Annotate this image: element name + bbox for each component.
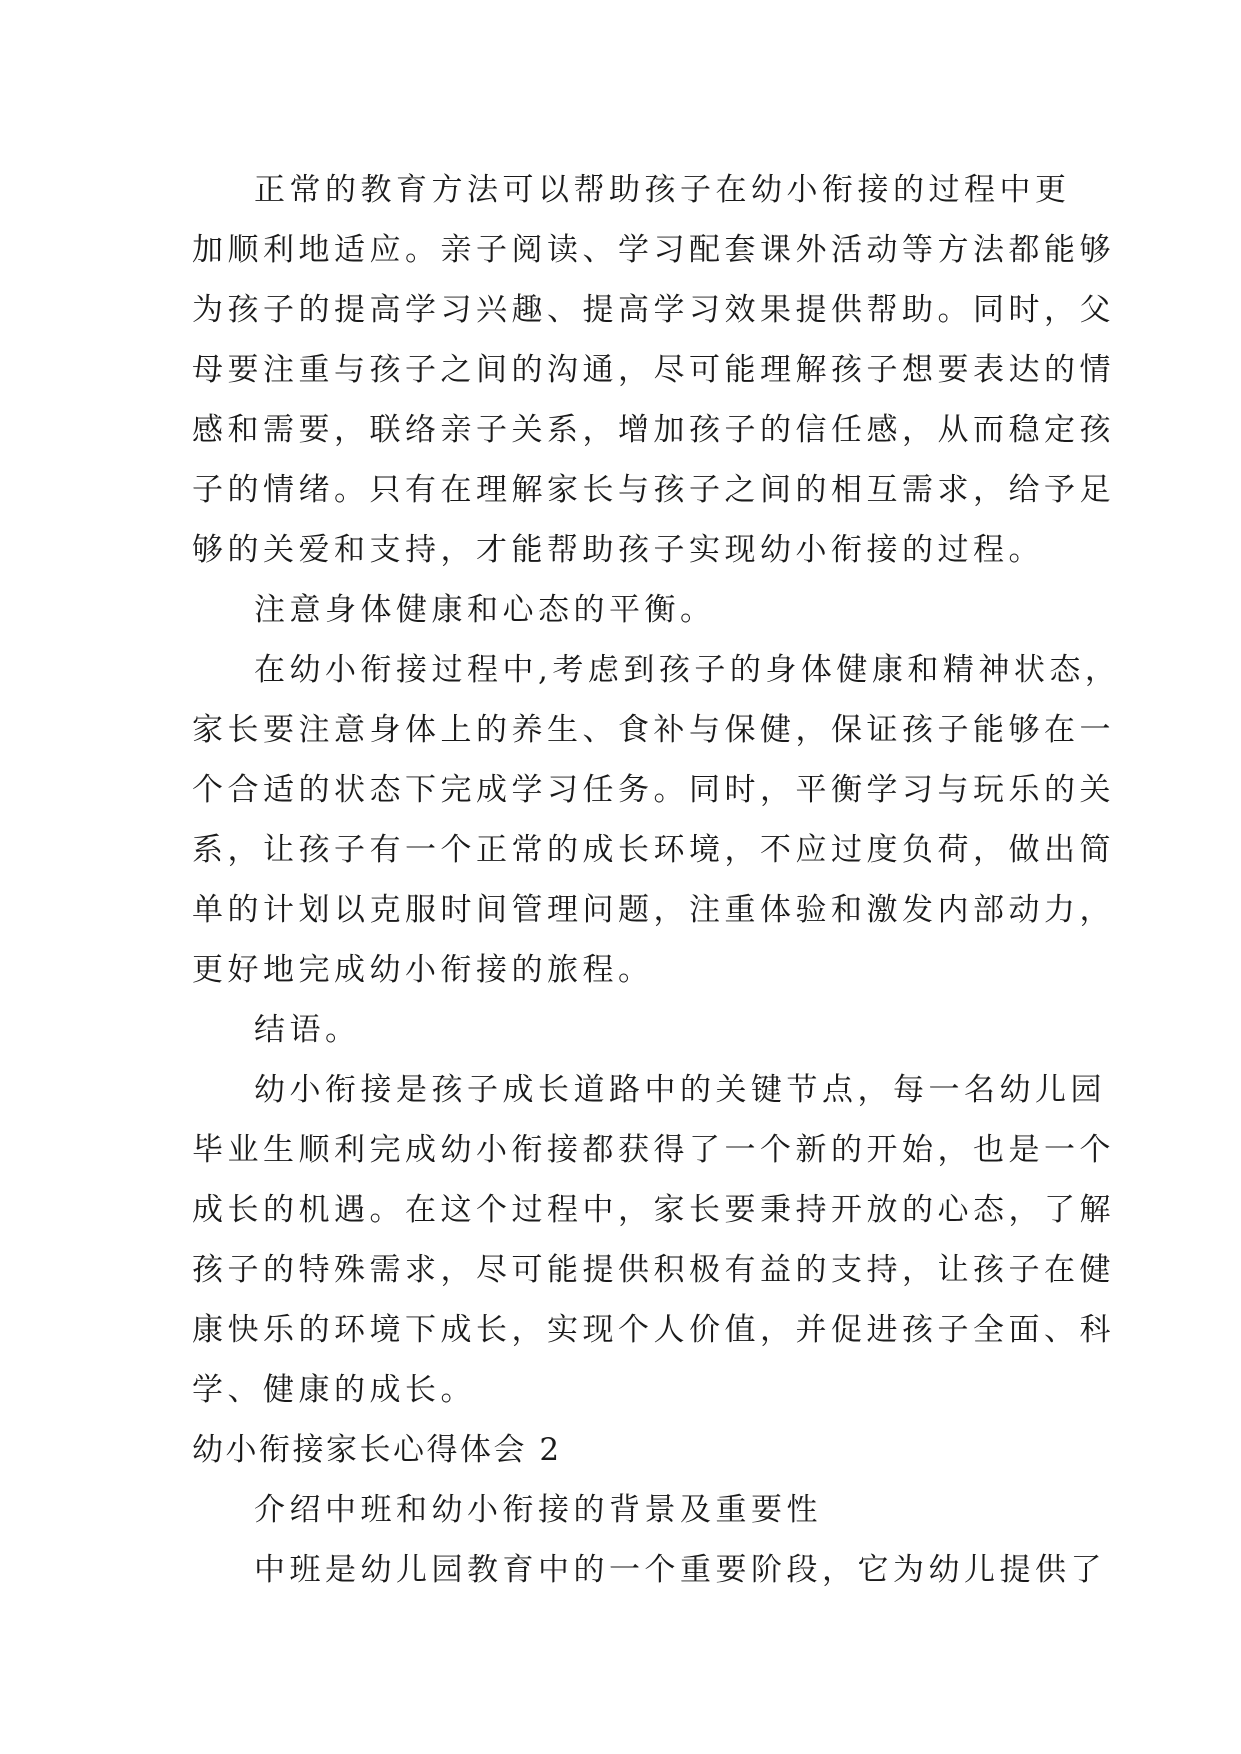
subheading-background [192, 1480, 1054, 1540]
text-line: 子的情绪。只有在理解家长与孩子之间的相互需求，给予足 [192, 472, 1115, 508]
text-line: 系，让孩子有一个正常的成长环境，不应过度负荷，做出简 [192, 832, 1115, 868]
paragraph-health [192, 640, 1121, 1000]
text-line: 家长要注意身体上的养生、食补与保健，保证孩子能够在一 [192, 712, 1115, 748]
text-line: 更好地完成幼小衔接的旅程。 [192, 952, 654, 988]
paragraph-conclusion [192, 1060, 1115, 1420]
paragraph-background [192, 1540, 1106, 1600]
text-line: 单的计划以克服时间管理问题，注重体验和激发内部动力， [192, 892, 1115, 928]
text-line: 感和需要，联络亲子关系，增加孩子的信任感，从而稳定孩 [192, 412, 1115, 448]
section-title [192, 1420, 1054, 1480]
text-line: 够的关爱和支持，才能帮助孩子实现幼小衔接的过程。 [192, 532, 1044, 568]
text-line: 毕业生顺利完成幼小衔接都获得了一个新的开始，也是一个 [192, 1132, 1115, 1168]
document-body [192, 160, 1121, 1600]
text-line: 母要注重与孩子之间的沟通，尽可能理解孩子想要表达的情 [192, 352, 1115, 388]
text-line: 孩子的特殊需求，尽可能提供积极有益的支持，让孩子在健 [192, 1252, 1115, 1288]
subheading-health-balance [192, 580, 1054, 640]
subheading-conclusion [192, 1000, 1054, 1060]
section-heading-line: 幼小衔接家长心得体会 2 [192, 1432, 562, 1468]
text-line: 加顺利地适应。亲子阅读、学习配套课外活动等方法都能够 [192, 232, 1115, 268]
text-line: 在幼小衔接过程中,考虑到孩子的身体健康和精神状态， [254, 652, 1121, 688]
paragraph-education-methods [192, 160, 1115, 580]
text-line: 幼小衔接是孩子成长道路中的关键节点，每一名幼儿园 [254, 1072, 1106, 1108]
text-line: 注意身体健康和心态的平衡。 [254, 592, 716, 628]
text-line: 康快乐的环境下成长，实现个人价值，并促进孩子全面、科 [192, 1312, 1115, 1348]
text-line: 结语。 [254, 1012, 361, 1048]
text-line: 正常的教育方法可以帮助孩子在幼小衔接的过程中更 [254, 172, 1071, 208]
text-line: 成长的机遇。在这个过程中，家长要秉持开放的心态，了解 [192, 1192, 1115, 1228]
text-line: 为孩子的提高学习兴趣、提高学习效果提供帮助。同时，父 [192, 292, 1115, 328]
text-line: 个合适的状态下完成学习任务。同时，平衡学习与玩乐的关 [192, 772, 1115, 808]
text-line: 中班是幼儿园教育中的一个重要阶段，它为幼儿提供了 [254, 1552, 1106, 1588]
text-line: 学、健康的成长。 [192, 1372, 476, 1408]
text-line: 介绍中班和幼小衔接的背景及重要性 [254, 1492, 822, 1528]
